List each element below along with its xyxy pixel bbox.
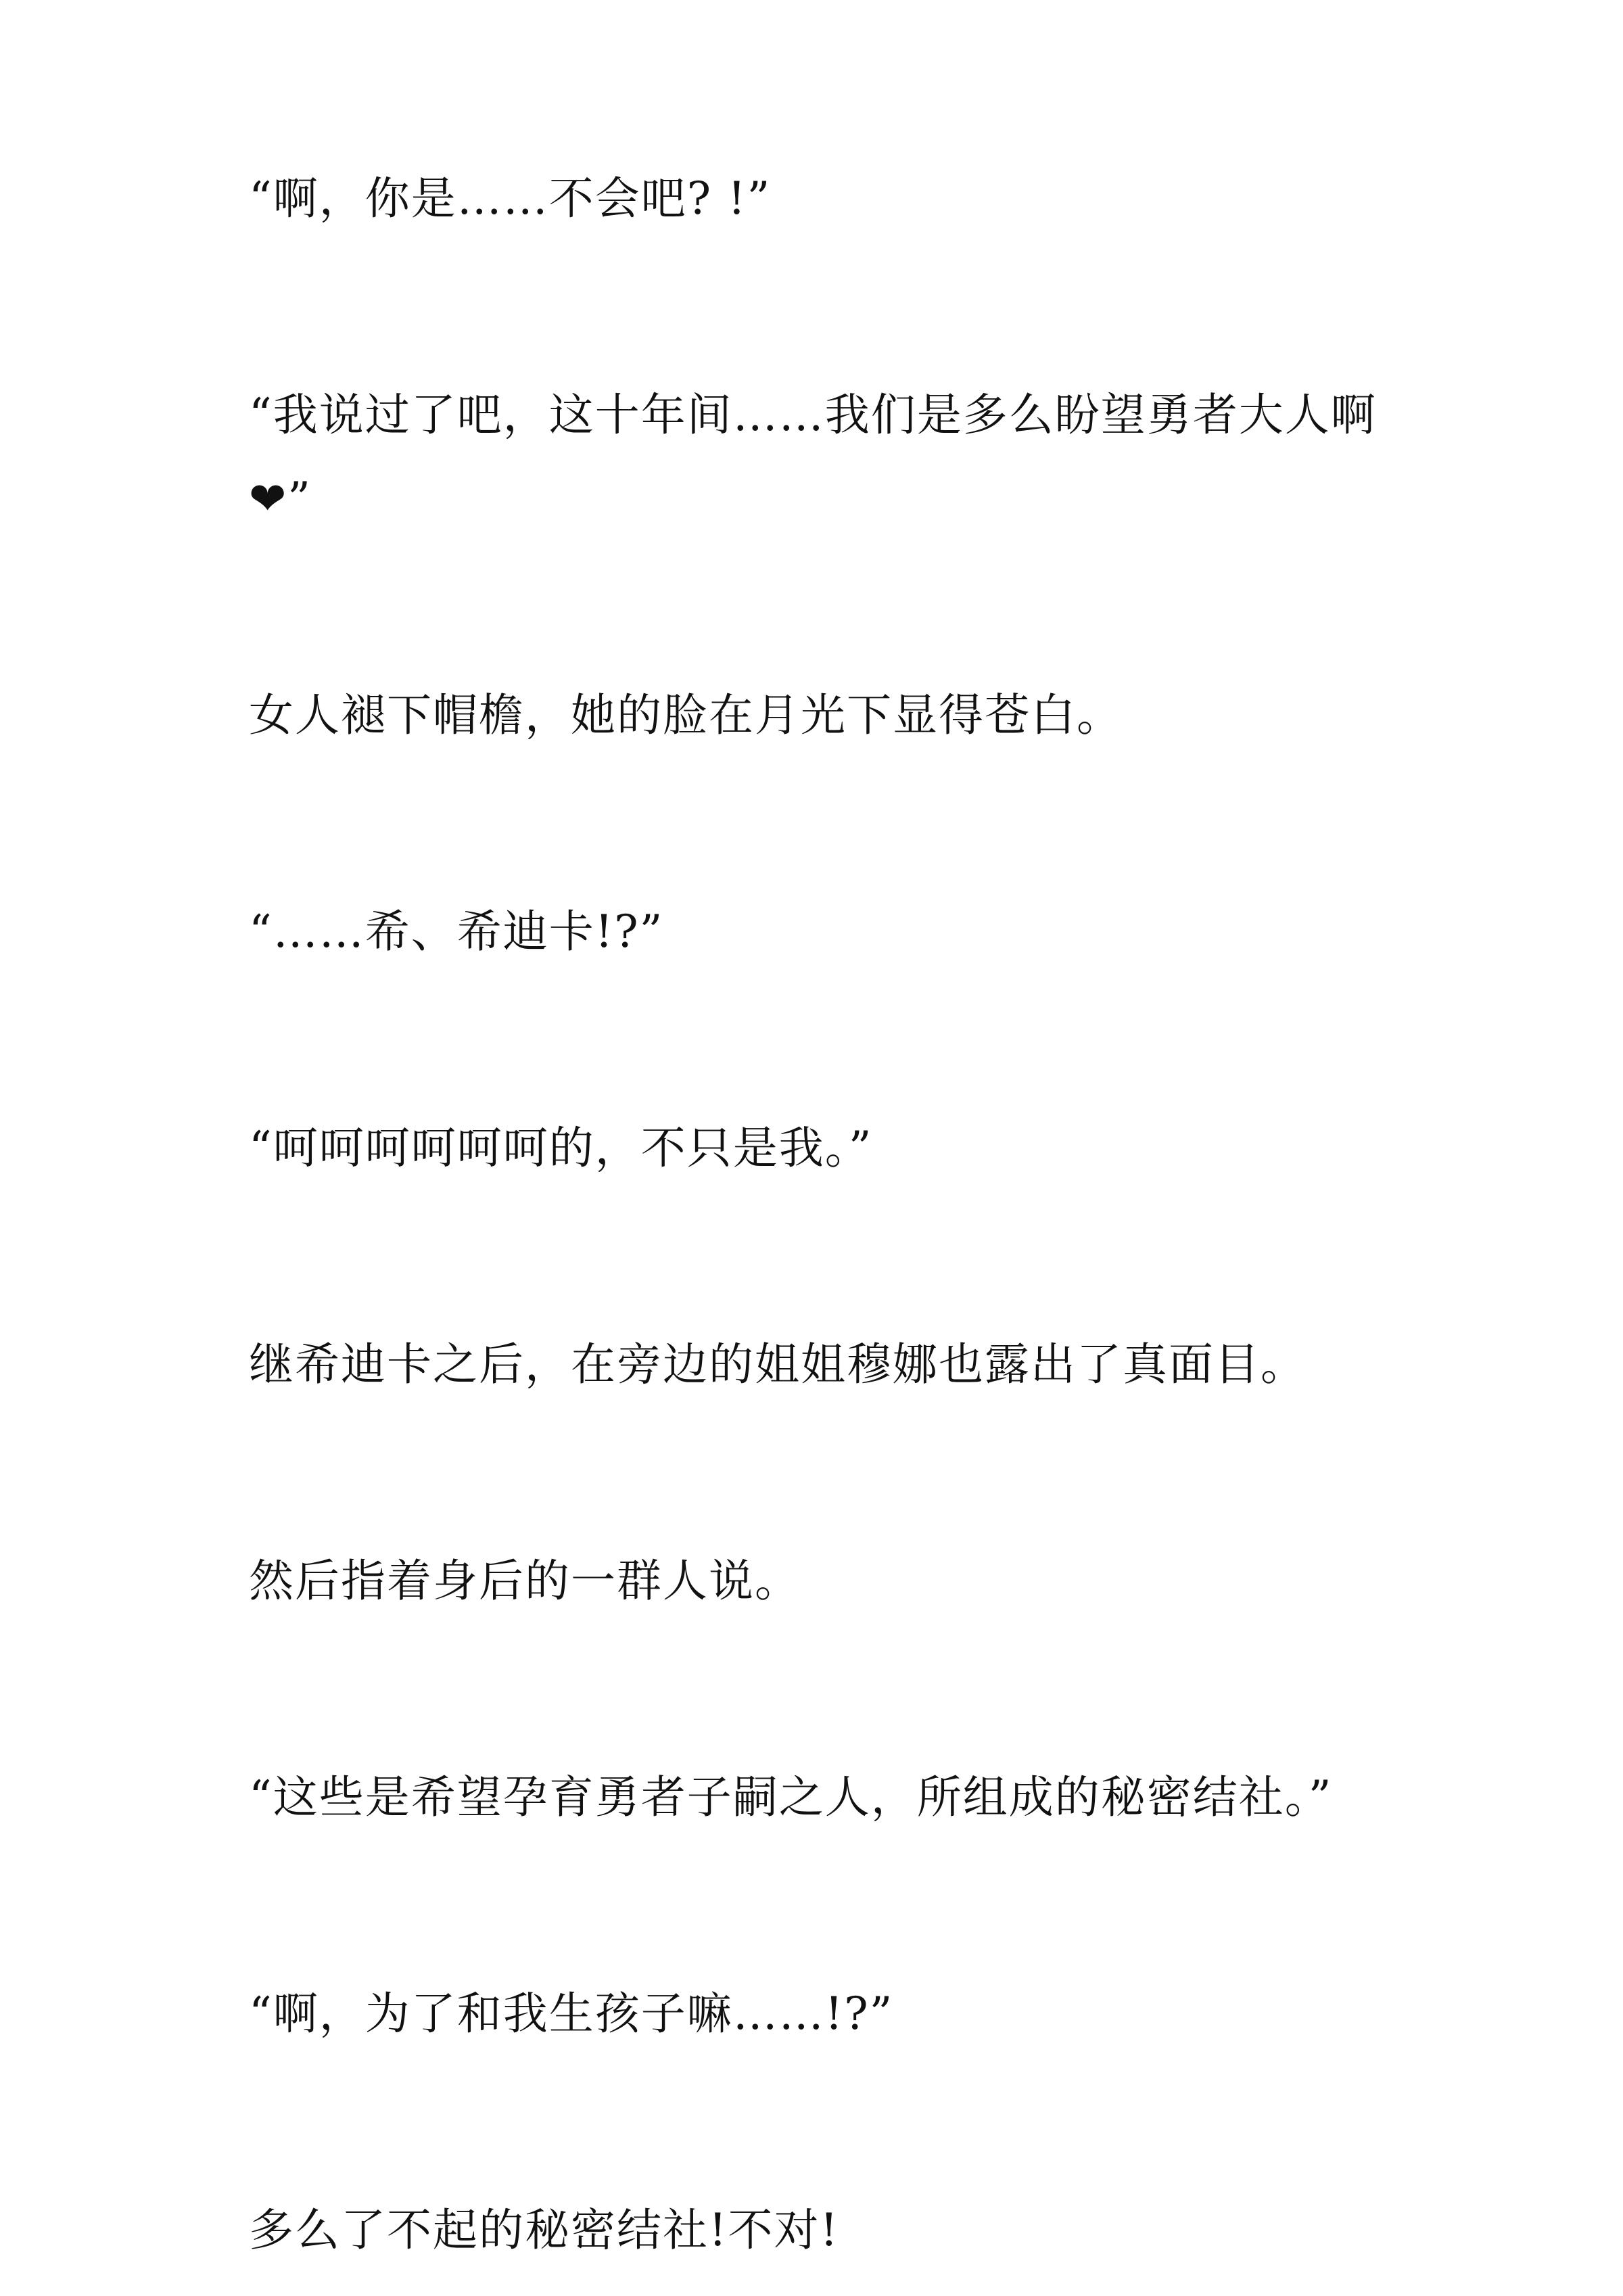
- paragraph-5: “呵呵呵呵呵呵的，不只是我。”: [249, 1122, 873, 1174]
- paragraph-8: “这些是希望孕育勇者子嗣之人，所组成的秘密结社。”: [249, 1771, 1333, 1823]
- paragraph-6: 继希迪卡之后，在旁边的姐姐穆娜也露出了真面目。: [249, 1338, 1307, 1390]
- paragraph-7: 然后指着身后的一群人说。: [249, 1555, 801, 1607]
- text-column: [249, 157, 1388, 2272]
- paragraph-3: 女人褪下帽檐，她的脸在月光下显得苍白。: [249, 689, 1123, 741]
- paragraph-10: 多么了不起的秘密结社!不对!: [249, 2204, 840, 2256]
- paragraph-4: “……希、希迪卡!?”: [249, 906, 664, 958]
- paragraph-1: “啊，你是……不会吧? !”: [249, 172, 772, 225]
- paragraph-9: “啊，为了和我生孩子嘛……!?”: [249, 1988, 894, 2040]
- paragraph-2: “我说过了吧，这十年间……我们是多么盼望勇者大人啊❤”: [249, 389, 1377, 525]
